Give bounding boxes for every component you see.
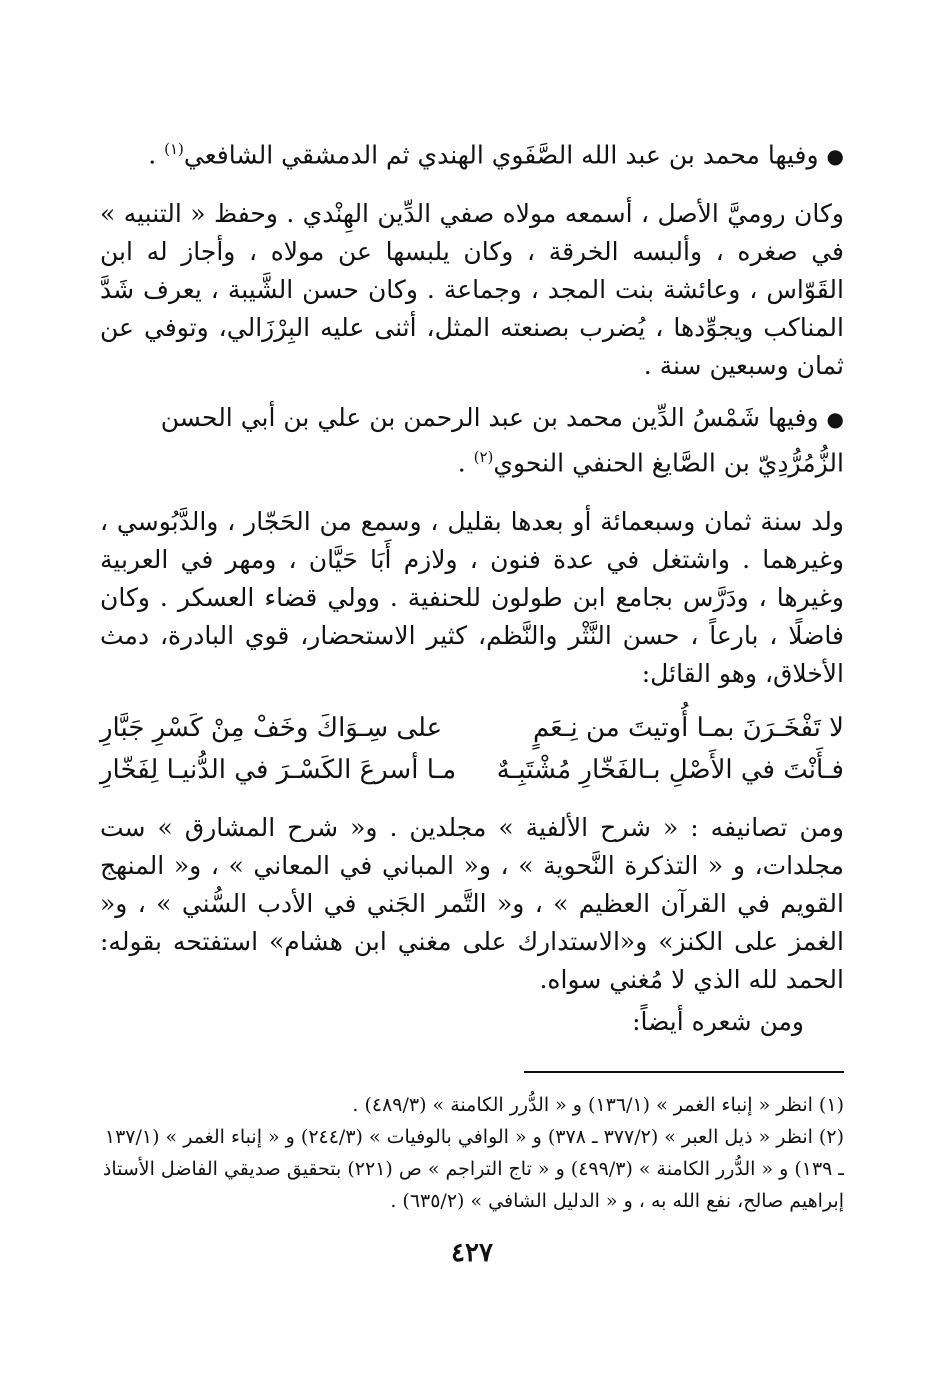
entry-heading-1 [100, 130, 844, 175]
footnote-2: (٢) انظر « ذيل العبر » (٣٧٧/٢ ـ ٣٧٨) و « الوافي بالوفيات » (٢٤٤/٣) و « إنباء الغمر » (١٣٧/١ ـ ١٣٩) و « الدُّرر الكامنة » (٤٩٩/٣) و « تاج التراجم » ص (٢٢١) بتحقيق صديقي الفاضل الأستاذ إبراهيم صالح، نفع الله به ، و « الدليل الشافي » (٦٣٥/٢) . [102, 1125, 844, 1212]
entry-end: . [457, 448, 474, 478]
entry-end: . [148, 140, 165, 170]
entry-heading-2 [100, 399, 844, 482]
verse-second-hemistich: على سِـوَاكَ وخَفْ مِنْ كَسْرِ جَبَّارِ [100, 712, 443, 743]
body-paragraph-1: وكان روميَّ الأصل ، أسمعه مولاه صفي الدِّين الهِنْدي . وحفظ « التنبيه » في صغره ، وألبسه الخرقة ، وكان يلبسها عن مولاه ، وأجاز له ابن القَوّاس ، وعائشة بنت المجد ، وجماعة . وكان حسن الشَّيبة ، يعرف شَدَّ المناكب ويجوِّدها ، يُضرب بصنعته المثل، أثنى عليه البِرْزَالي، وتوفي عن ثمان وسبعين سنة . [100, 199, 844, 381]
verse-line [100, 707, 844, 749]
entry-title: وفيها شَمْسُ الدِّين محمد بن عبد الرحمن بن علي بن أبي الحسن الزُّمُرُّدِيّ بن الصَّايغ الحنفي النحوي [160, 403, 844, 478]
footnote-ref[interactable]: (١) [164, 140, 184, 158]
footnote-1: (١) انظر « إنباء الغمر » (١٣٦/١) و « الدُّرر الكامنة » (٤٨٩/٣) . [352, 1093, 844, 1116]
verse-first-hemistich: فـأَنْتَ في الأَصْلِ بـالفَخّارِ مُشْتَبِـهٌ [496, 754, 844, 785]
entry-title: وفيها محمد بن عبد الله الصَّفَوي الهندي ثم الدمشقي الشافعي [183, 140, 819, 170]
page-number: ٤٢٧ [451, 1238, 493, 1268]
footnote-ref[interactable]: (٢) [473, 448, 494, 467]
footnote-divider [524, 1071, 844, 1073]
bullet-icon: ● [826, 407, 844, 432]
verse-first-hemistich: لا تَفْخَـرَنَ بمـا أُوتيتَ من نِـعَمٍ [533, 712, 844, 743]
verse-second-hemistich: مـا أسرعَ الكَسْـرَ في الدُّنيـا لِفَخّارِ [100, 754, 457, 785]
body-paragraph-2: ولد سنة ثمان وسبعمائة أو بعدها بقليل ، وسمع من الحَجّار ، والدَّبُوسي ، وغيرهما . واشتغل في عدة فنون ، ولازم أَبَا حَيَّان ، ومهر في العربية وغيرها ، ودَرَّس بجامع ابن طولون للحنفية . وولي قضاء العسكر . وكان فاضلًا ، بارعاً ، حسن النَّثْر والنَّظم، كثير الاستحضار، قوي البادرة، دمث الأخلاق، وهو القائل: [100, 506, 844, 688]
verse-line [100, 749, 844, 791]
verse-intro: ومن شعره أيضاً: [632, 1006, 804, 1036]
bullet-icon: ● [826, 144, 844, 169]
poem-verses [100, 707, 844, 791]
body-paragraph-3: ومن تصانيفه : « شرح الألفية » مجلدين . و« شرح المشارق » ست مجلدات، و « التذكرة النَّحوية » ، و« المباني في المعاني » ، و« المنهج القويم في القرآن العظيم » ، و« التَّمر الجَني في الأدب السُّني » ، و« الغمز على الكنز» و«الاستدارك على مغني ابن هشام» استفتحه بقوله: الحمد لله الذي لا مُغني سواه. [100, 812, 844, 994]
